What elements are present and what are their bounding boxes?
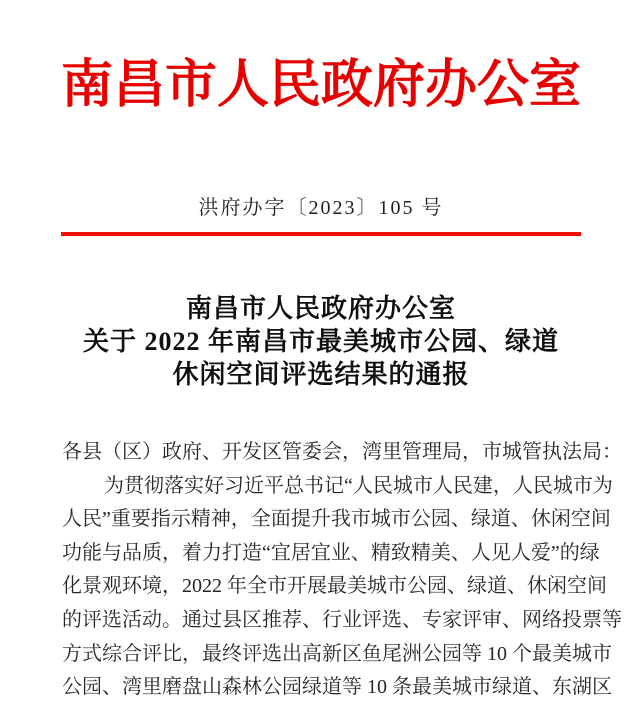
salutation-line: 各县（区）政府、开发区管委会，湾里管理局，市城管执法局： (62, 441, 622, 463)
document-body (0, 436, 642, 705)
body-line: 为贯彻落实好习近平总书记“人民城市人民建，人民城市为 (104, 474, 613, 497)
body-line: 功能与品质，着力打造“宜居宜业、精致精美、人见人爱”的绿 (62, 541, 600, 564)
red-divider-line (61, 232, 581, 236)
agency-header: 南昌市人民政府办公室 (60, 57, 581, 114)
body-line: 的评选活动。通过县区推荐、行业评选、专家评审、网络投票等 (62, 608, 622, 631)
title-line-3: 休闲空间评选结果的通报 (172, 360, 470, 389)
document-number: 洪府办字〔2023〕105 号 (198, 197, 444, 219)
body-line: 人民”重要指示精神，全面提升我市城市公园、绿道、休闲空间 (62, 508, 611, 531)
body-line: 化景观环境，2022 年全市开展最美城市公园、绿道、休闲空间 (62, 575, 607, 598)
title-line-2: 关于 2022 年南昌市最美城市公园、绿道 (82, 327, 559, 356)
title-line-1: 南昌市人民政府办公室 (185, 294, 456, 323)
document-title (0, 292, 642, 391)
body-line: 公园、湾里磨盘山森林公园绿道等 10 条最美城市绿道、东湖区 (62, 676, 612, 699)
body-line: 方式综合评比，最终评选出高新区鱼尾洲公园等 10 个最美城市 (62, 642, 612, 665)
